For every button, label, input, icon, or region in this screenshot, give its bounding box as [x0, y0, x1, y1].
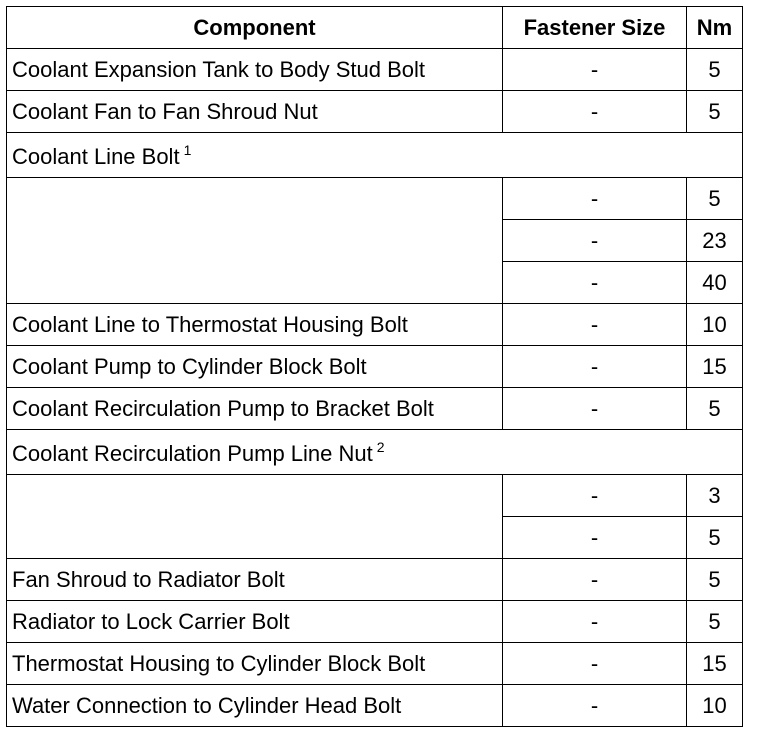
nm-cell: 3 [687, 475, 743, 517]
table-row [7, 685, 743, 727]
footnote-marker: 1 [183, 141, 192, 158]
footnote-marker: 2 [376, 438, 385, 455]
component-cell: Fan Shroud to Radiator Bolt [7, 559, 503, 601]
fastener-size-cell: - [503, 178, 687, 220]
nm-cell: 5 [687, 178, 743, 220]
fastener-size-cell: - [503, 262, 687, 304]
component-cell: Coolant Pump to Cylinder Block Bolt [7, 346, 503, 388]
component-cell: Radiator to Lock Carrier Bolt [7, 601, 503, 643]
nm-cell: 23 [687, 220, 743, 262]
nm-cell: 5 [687, 559, 743, 601]
table-row [7, 346, 743, 388]
component-cell: Coolant Recirculation Pump to Bracket Bolt [7, 388, 503, 430]
nm-cell: 15 [687, 643, 743, 685]
table-row [7, 643, 743, 685]
torque-spec-table [6, 6, 743, 727]
nm-cell: 40 [687, 262, 743, 304]
fastener-size-cell: - [503, 49, 687, 91]
nm-cell: 10 [687, 304, 743, 346]
fastener-size-cell: - [503, 601, 687, 643]
fastener-size-cell: - [503, 346, 687, 388]
group-label: Coolant Line Bolt [12, 143, 180, 169]
nm-cell: 5 [687, 517, 743, 559]
fastener-size-cell: - [503, 220, 687, 262]
table-row [7, 49, 743, 91]
nm-cell: 15 [687, 346, 743, 388]
table-row [7, 178, 743, 220]
header-nm: Nm [687, 7, 743, 49]
fastener-size-cell: - [503, 475, 687, 517]
group-row [7, 430, 743, 475]
fastener-size-cell: - [503, 91, 687, 133]
table-row [7, 601, 743, 643]
header-component: Component [7, 7, 503, 49]
component-cell: Coolant Expansion Tank to Body Stud Bolt [7, 49, 503, 91]
nm-cell: 5 [687, 388, 743, 430]
nm-cell: 5 [687, 91, 743, 133]
table-row [7, 559, 743, 601]
header-fastener-size: Fastener Size [503, 7, 687, 49]
nm-cell: 10 [687, 685, 743, 727]
fastener-size-cell: - [503, 685, 687, 727]
header-row [7, 7, 743, 49]
component-cell: Water Connection to Cylinder Head Bolt [7, 685, 503, 727]
group-label-cell [7, 430, 743, 475]
table-row [7, 91, 743, 133]
nm-cell: 5 [687, 49, 743, 91]
component-cell: Coolant Line to Thermostat Housing Bolt [7, 304, 503, 346]
component-cell: Coolant Fan to Fan Shroud Nut [7, 91, 503, 133]
component-cell-empty [7, 475, 503, 559]
table-row [7, 475, 743, 517]
fastener-size-cell: - [503, 517, 687, 559]
group-label-cell [7, 133, 743, 178]
fastener-size-cell: - [503, 643, 687, 685]
group-row [7, 133, 743, 178]
fastener-size-cell: - [503, 388, 687, 430]
table-row [7, 304, 743, 346]
component-cell: Thermostat Housing to Cylinder Block Bolt [7, 643, 503, 685]
fastener-size-cell: - [503, 559, 687, 601]
fastener-size-cell: - [503, 304, 687, 346]
nm-cell: 5 [687, 601, 743, 643]
table-row [7, 388, 743, 430]
component-cell-empty [7, 178, 503, 304]
group-label: Coolant Recirculation Pump Line Nut [12, 440, 373, 466]
